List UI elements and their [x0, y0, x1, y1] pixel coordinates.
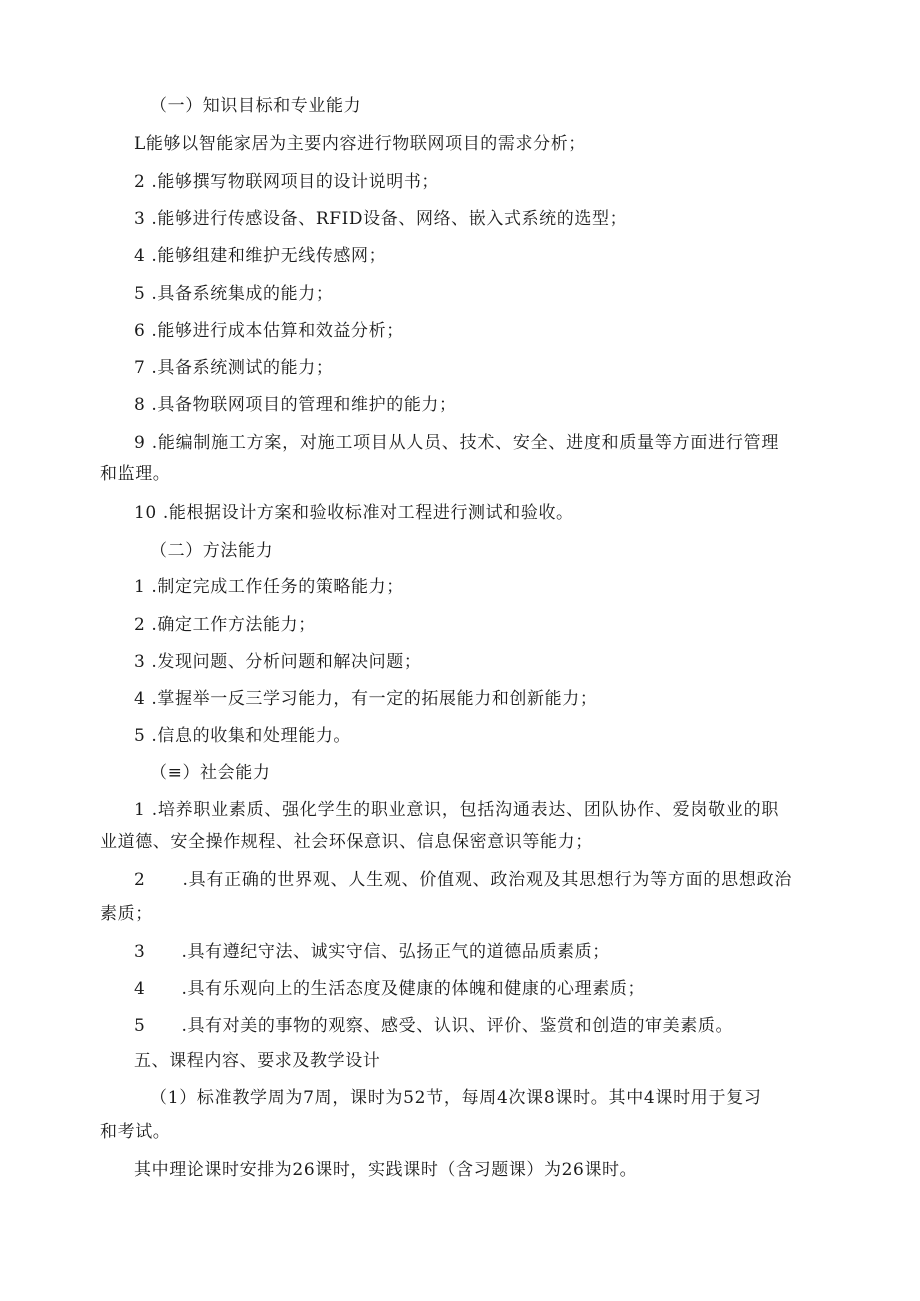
- paragraph-continuation: 和考试。: [100, 1122, 171, 1142]
- list-item: 4 .具有乐观向上的生活态度及健康的体魄和健康的心理素质；: [134, 979, 646, 999]
- list-item: 9 .能编制施工方案，对施工项目从人员、技术、安全、进度和质量等方面进行管理: [134, 433, 780, 453]
- list-item: 5 .具备系统集成的能力；: [134, 284, 334, 304]
- list-item: L能够以智能家居为主要内容进行物联网项目的需求分析；: [134, 134, 586, 154]
- paragraph: 其中理论课时安排为26课时，实践课时（含习题课）为26课时。: [134, 1160, 638, 1180]
- list-item: 1 .培养职业素质、强化学生的职业意识，包括沟通表达、团队协作、爱岗敬业的职: [134, 800, 780, 820]
- list-item-continuation: 业道德、安全操作规程、社会环保意识、信息保密意识等能力；: [100, 832, 593, 852]
- list-item: 7 .具备系统测试的能力；: [134, 358, 334, 378]
- list-item: 1 .制定完成工作任务的策略能力；: [134, 577, 404, 597]
- list-item: 10 .能根据设计方案和验收标准对工程进行测试和验收。: [134, 503, 574, 523]
- section-heading-method: （二）方法能力: [150, 541, 274, 561]
- list-item: 3 .能够进行传感设备、RFID设备、网络、嵌入式系统的选型；: [134, 209, 628, 229]
- list-item: 2 .确定工作方法能力；: [134, 615, 316, 635]
- list-item: 4 .掌握举一反三学习能力，有一定的拓展能力和创新能力；: [134, 689, 598, 709]
- paragraph: （1）标准教学周为7周，课时为52节，每周4次课8课时。其中4课时用于复习: [150, 1088, 762, 1108]
- list-item-continuation: 素质；: [100, 904, 153, 924]
- section-heading-social: （≡）社会能力: [150, 763, 271, 783]
- list-item: 4 .能够组建和维护无线传感网；: [134, 246, 387, 266]
- section-heading-course-content: 五、课程内容、要求及教学设计: [134, 1051, 381, 1071]
- list-item: 2 .具有正确的世界观、人生观、价值观、政治观及其思想行为等方面的思想政治: [134, 870, 793, 890]
- list-item: 3 .发现问题、分析问题和解决问题；: [134, 652, 422, 672]
- list-item-continuation: 和监理。: [100, 464, 171, 484]
- list-item: 6 .能够进行成本估算和效益分析；: [134, 321, 404, 341]
- list-item: 2 .能够撰写物联网项目的设计说明书；: [134, 172, 440, 192]
- list-item: 5 .信息的收集和处理能力。: [134, 726, 352, 746]
- list-item: 5 .具有对美的事物的观察、感受、认识、评价、鉴赏和创造的审美素质。: [134, 1016, 734, 1036]
- list-item: 8 .具备物联网项目的管理和维护的能力；: [134, 395, 457, 415]
- list-item: 3 .具有遵纪守法、诚实守信、弘扬正气的道德品质素质；: [134, 942, 610, 962]
- section-heading-knowledge: （一）知识目标和专业能力: [150, 96, 362, 116]
